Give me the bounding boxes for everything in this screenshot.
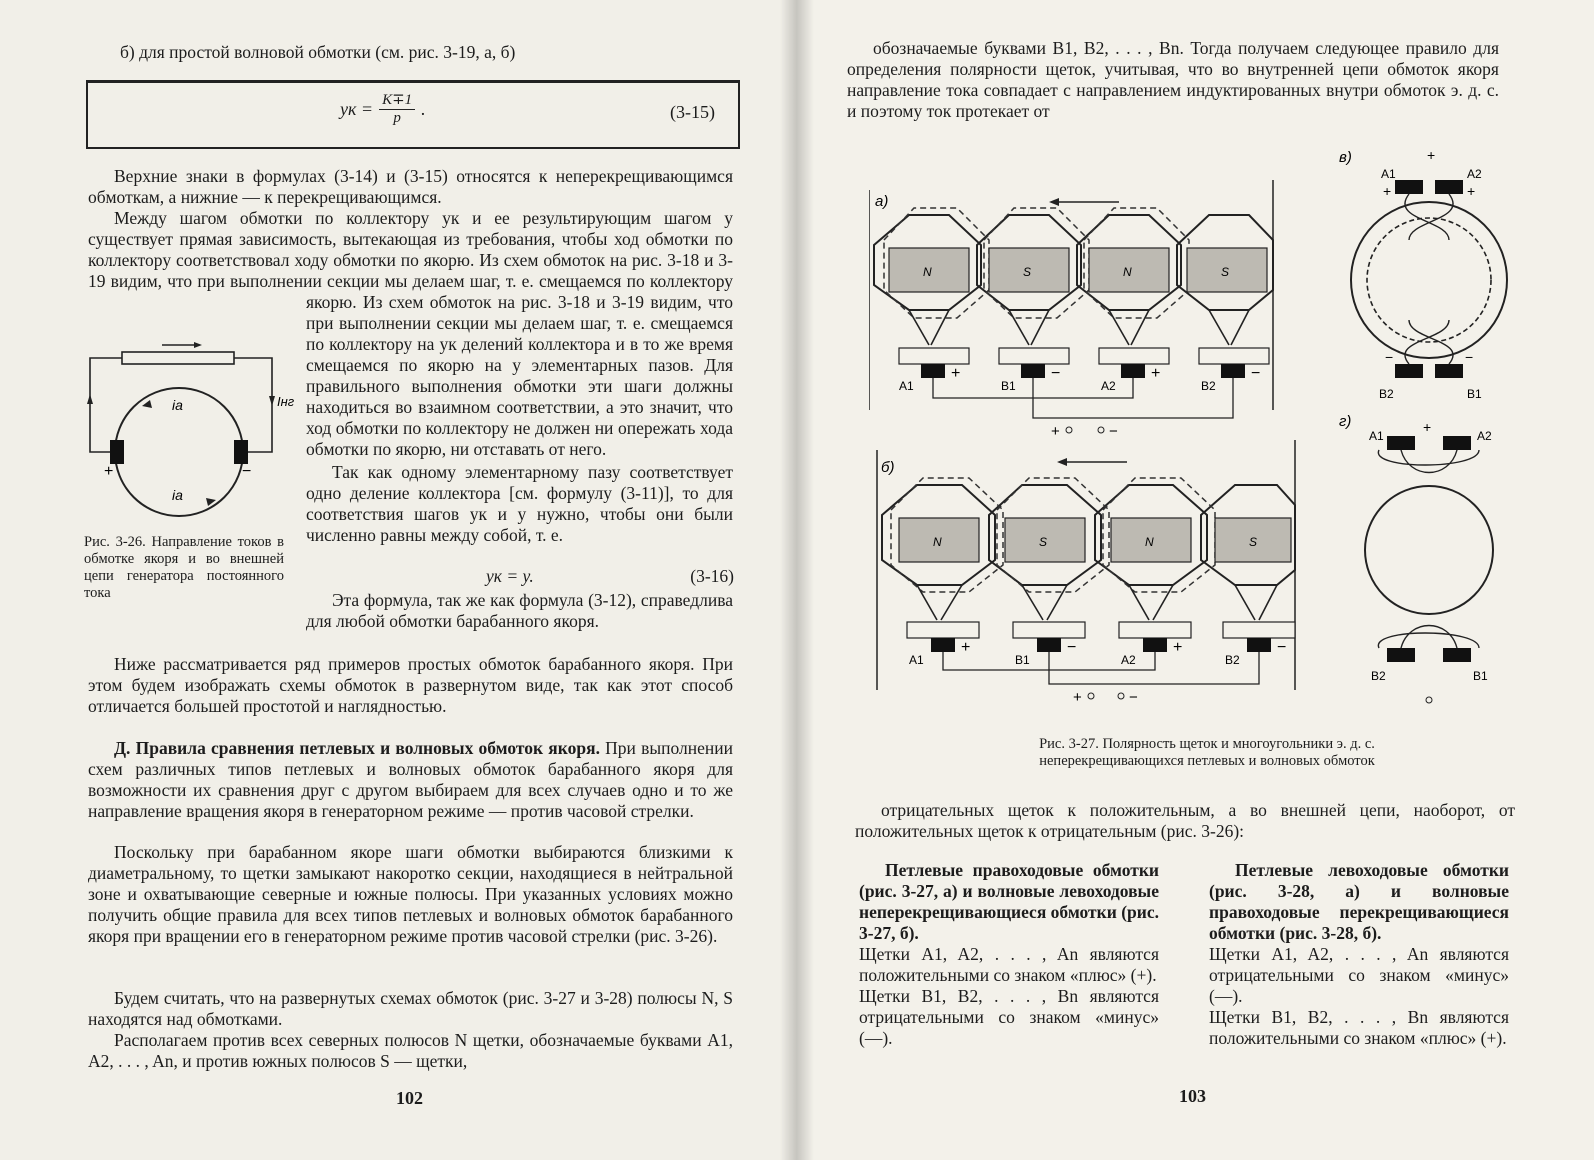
formula-3-16-number: (3-16) bbox=[690, 566, 734, 586]
pole-n1-a: N bbox=[923, 265, 932, 279]
diagram-v bbox=[1339, 147, 1507, 401]
brush-a1-g: A1 bbox=[1369, 429, 1384, 443]
brush-b2-v: B2 bbox=[1379, 387, 1394, 401]
sign-b1-b: − bbox=[1067, 639, 1077, 656]
formula-3-15 bbox=[340, 92, 426, 127]
rule-column-1 bbox=[859, 860, 1159, 1049]
label-minus: − bbox=[242, 463, 252, 480]
rule-col1-heading: Петлевые правоходовые обмотки (рис. 3-27, а) и волновые левоходовые неперекрещивающиеся обмотки (рис. 3-27, б). bbox=[859, 860, 1159, 943]
formula-3-16 bbox=[486, 566, 734, 587]
diagram-g bbox=[1339, 413, 1493, 703]
brush-b2-g: B2 bbox=[1371, 669, 1386, 683]
brush-a2-a: A2 bbox=[1101, 379, 1116, 393]
sign-v-plus-right: + bbox=[1467, 183, 1476, 199]
figure-3-27-caption-line2: неперекрещивающихся петлевых и волновых обмоток bbox=[1039, 753, 1375, 769]
label-inr: Iнг bbox=[277, 394, 295, 409]
page-number-right: 103 bbox=[1179, 1086, 1206, 1106]
label-a: а) bbox=[875, 193, 889, 210]
formula-lhs: yк = bbox=[340, 99, 374, 119]
paragraph-2a bbox=[88, 208, 733, 292]
diagram-b bbox=[877, 440, 1295, 706]
rule-col2-positive: Щетки B1, B2, . . . , Bn являются положительными со знаком «плюс» (+). bbox=[1209, 1007, 1509, 1048]
formula-tail: . bbox=[421, 99, 426, 119]
intro-line: б) для простой волновой обмотки (см. рис. 3-19, а, б) bbox=[120, 42, 516, 62]
formula-3-16-text: yк = y. bbox=[486, 566, 534, 586]
paragraph-2-continued: якорю. Из схем обмоток на рис. 3-18 и 3-19 видим, что при выполнении секции мы делаем шаг, т. е. смещаемся по коллектору на yк делений коллектора и в то же время смещаемся по якорю на y элементарных пазов. Для правильного выполнения обмотки эти шаги должны находиться во взаимном соответствии, а это значит, что ход обмотки по коллектору не должен ни опережать хода обмотки по якорю, ни отставать от него. bbox=[306, 292, 733, 459]
paragraph-6-text: При выполнении схем различных типов петлевых и волновых обмоток барабанного якоря для возможности их сравнения друг с другом выбираем для всех случаев одно и то же направление вращения якоря в генераторном режиме — против часовой стрелки. bbox=[88, 738, 734, 821]
brush-a1-v: A1 bbox=[1381, 167, 1396, 181]
sign-a2-b: + bbox=[1173, 639, 1183, 656]
formula-denominator: p bbox=[393, 110, 401, 126]
right-paragraph-2: отрицательных щеток к положительным, а во внешней цепи, наоборот, от положительных щеток к отрицательным (рис. 3-26): bbox=[855, 800, 1515, 841]
brush-b1-a: B1 bbox=[1001, 379, 1016, 393]
brush-a2-v: A2 bbox=[1467, 167, 1482, 181]
figure-3-26-caption: Рис. 3-26. Направление токов в обмотке якоря и во внешней цепи генератора постоянного тока bbox=[84, 534, 284, 601]
sign-a1-a: + bbox=[951, 365, 961, 382]
sign-v-minus-right: − bbox=[1465, 349, 1474, 365]
sign-b1-a: − bbox=[1051, 365, 1061, 382]
output-plus-b: + bbox=[1073, 689, 1082, 706]
rule-col2-negative: Щетки A1, A2, . . . , An являются отрицательными со знаком «минус» (—). bbox=[1209, 944, 1509, 1006]
brush-b2-a: B2 bbox=[1201, 379, 1216, 393]
formula-number: (3-15) bbox=[670, 102, 715, 122]
label-g: г) bbox=[1339, 413, 1352, 430]
sign-a1-b: + bbox=[961, 639, 971, 656]
paragraph-2-text: Между шагом обмотки по коллектору yк и ее результирующим шагом y существует прямая зависимость, вытекающая из требования, чтобы ход обмотки по коллектору соответствовал ходу обмотки по якорю. Из схем обмоток на рис. 3-18 и 3-19 видим, что при выполнении секции мы делаем шаг, т. е. смещаемся по коллектору bbox=[88, 208, 733, 291]
book-gutter bbox=[780, 0, 814, 1160]
brush-b1-g: B1 bbox=[1473, 669, 1488, 683]
output-minus-a: − bbox=[1109, 423, 1118, 440]
pole-n2-b: N bbox=[1145, 535, 1154, 549]
paragraph-5: Ниже рассматривается ряд примеров простых обмоток барабанного якоря. При этом будем изображать схемы обмоток в развернутом виде, так как этот способ отличается большей простотой и наглядностью. bbox=[88, 654, 733, 716]
paragraph-6 bbox=[88, 738, 733, 822]
rule-col1-negative: Щетки B1, B2, . . . , Bn являются отрицательными со знаком «минус» (—). bbox=[859, 986, 1159, 1048]
sign-b2-b: − bbox=[1277, 639, 1287, 656]
output-plus-a: + bbox=[1051, 423, 1060, 440]
rule-col2-heading: Петлевые левоходовые обмотки (рис. 3-28, а) и волновые правоходовые перекрещивающиеся обмотки (рис. 3-28, б). bbox=[1209, 860, 1509, 943]
pole-s1-b: S bbox=[1039, 535, 1048, 549]
paragraph-3: Так как одному элементарному пазу соответствует одно деление коллектора [см. формулу (3-11)], то для соответствия шагов yк и y нужно, чтобы они были численно равны между собой, т. е. bbox=[306, 462, 733, 545]
page-103 bbox=[797, 0, 1594, 1160]
sign-a2-a: + bbox=[1151, 365, 1161, 382]
paragraph-8: Будем считать, что на развернутых схемах обмоток (рис. 3-27 и 3-28) полюсы N, S находятся над обмотками. bbox=[88, 988, 733, 1029]
label-b: б) bbox=[881, 459, 895, 476]
pole-s2-b: S bbox=[1249, 535, 1258, 549]
sign-v-minus-left: − bbox=[1385, 349, 1394, 365]
brush-a2-g: A2 bbox=[1477, 429, 1492, 443]
pole-n2-a: N bbox=[1123, 265, 1132, 279]
label-v: в) bbox=[1339, 149, 1352, 166]
paragraph-7: Поскольку при барабанном якоре шаги обмотки выбираются близкими к диаметральному, то щетки замыкают накоротко секции, находящиеся в нейтральной зоне и охватывающие северные и южные полюсы. При указанных условиях можно получить общие правила для всех типов петлевых и волновых обмоток барабанного якоря при вращении его в генераторном режиме против часовой стрелки (рис. 3-26). bbox=[88, 842, 733, 946]
right-paragraph-1: обозначаемые буквами B1, B2, . . . , Bn. Тогда получаем следующее правило для определения полярности щеток, учитывая, что во внутренней цепи обмоток якоря направление тока совпадает с направлением индуктированных внутри обмоток э. д. с. и поэтому ток протекает от bbox=[847, 38, 1499, 121]
pole-s2-a: S bbox=[1221, 265, 1230, 279]
label-ia-bottom: ia bbox=[172, 487, 183, 503]
brush-a1-b: A1 bbox=[909, 653, 924, 667]
pole-n1-b: N bbox=[933, 535, 942, 549]
pole-s1-a: S bbox=[1023, 265, 1032, 279]
figure-3-26 bbox=[82, 334, 298, 524]
output-minus-b: − bbox=[1129, 689, 1138, 706]
sign-v-plus-top: + bbox=[1427, 147, 1436, 163]
brush-a1-a: A1 bbox=[899, 379, 914, 393]
formula-numerator: K∓1 bbox=[379, 92, 415, 110]
figure-3-27 bbox=[869, 140, 1569, 720]
diagram-a bbox=[869, 180, 1273, 440]
figure-3-27-caption-line1: Рис. 3-27. Полярность щеток и многоугольники э. д. с. bbox=[1039, 736, 1375, 752]
winding-lattice-a bbox=[874, 208, 1273, 378]
sign-v-plus-left: + bbox=[1383, 183, 1392, 199]
rule-col1-positive: Щетки A1, A2, . . . , An являются положительными со знаком «плюс» (+). bbox=[859, 944, 1159, 985]
sign-b2-a: − bbox=[1251, 365, 1261, 382]
figure-3-27-caption bbox=[947, 736, 1467, 770]
label-ia-top: ia bbox=[172, 397, 183, 413]
rule-column-2 bbox=[1209, 860, 1509, 1049]
brush-b1-v: B1 bbox=[1467, 387, 1482, 401]
paragraph-1: Верхние знаки в формулах (3-14) и (3-15) относятся к неперекрещивающимся обмоткам, а нижние — к перекрещивающимся. bbox=[88, 166, 733, 207]
label-plus: + bbox=[104, 463, 114, 480]
brush-b2-b: B2 bbox=[1225, 653, 1240, 667]
paragraph-9: Располагаем против всех северных полюсов N щетки, обозначаемые буквами A1, A2, . . . , An, и против южных полюсов S — щетки, bbox=[88, 1030, 733, 1071]
brush-a2-b: A2 bbox=[1121, 653, 1136, 667]
paragraph-4: Эта формула, так же как формула (3-12), справедлива для любой обмотки барабанного якоря. bbox=[306, 590, 733, 631]
sign-g-plus: + bbox=[1423, 419, 1432, 435]
brush-b1-b: B1 bbox=[1015, 653, 1030, 667]
paragraph-2b bbox=[306, 292, 733, 460]
page-number-left: 102 bbox=[396, 1088, 423, 1108]
section-heading: Д. Правила сравнения петлевых и волновых обмоток якоря. bbox=[114, 738, 600, 758]
formula-fraction bbox=[379, 92, 415, 127]
